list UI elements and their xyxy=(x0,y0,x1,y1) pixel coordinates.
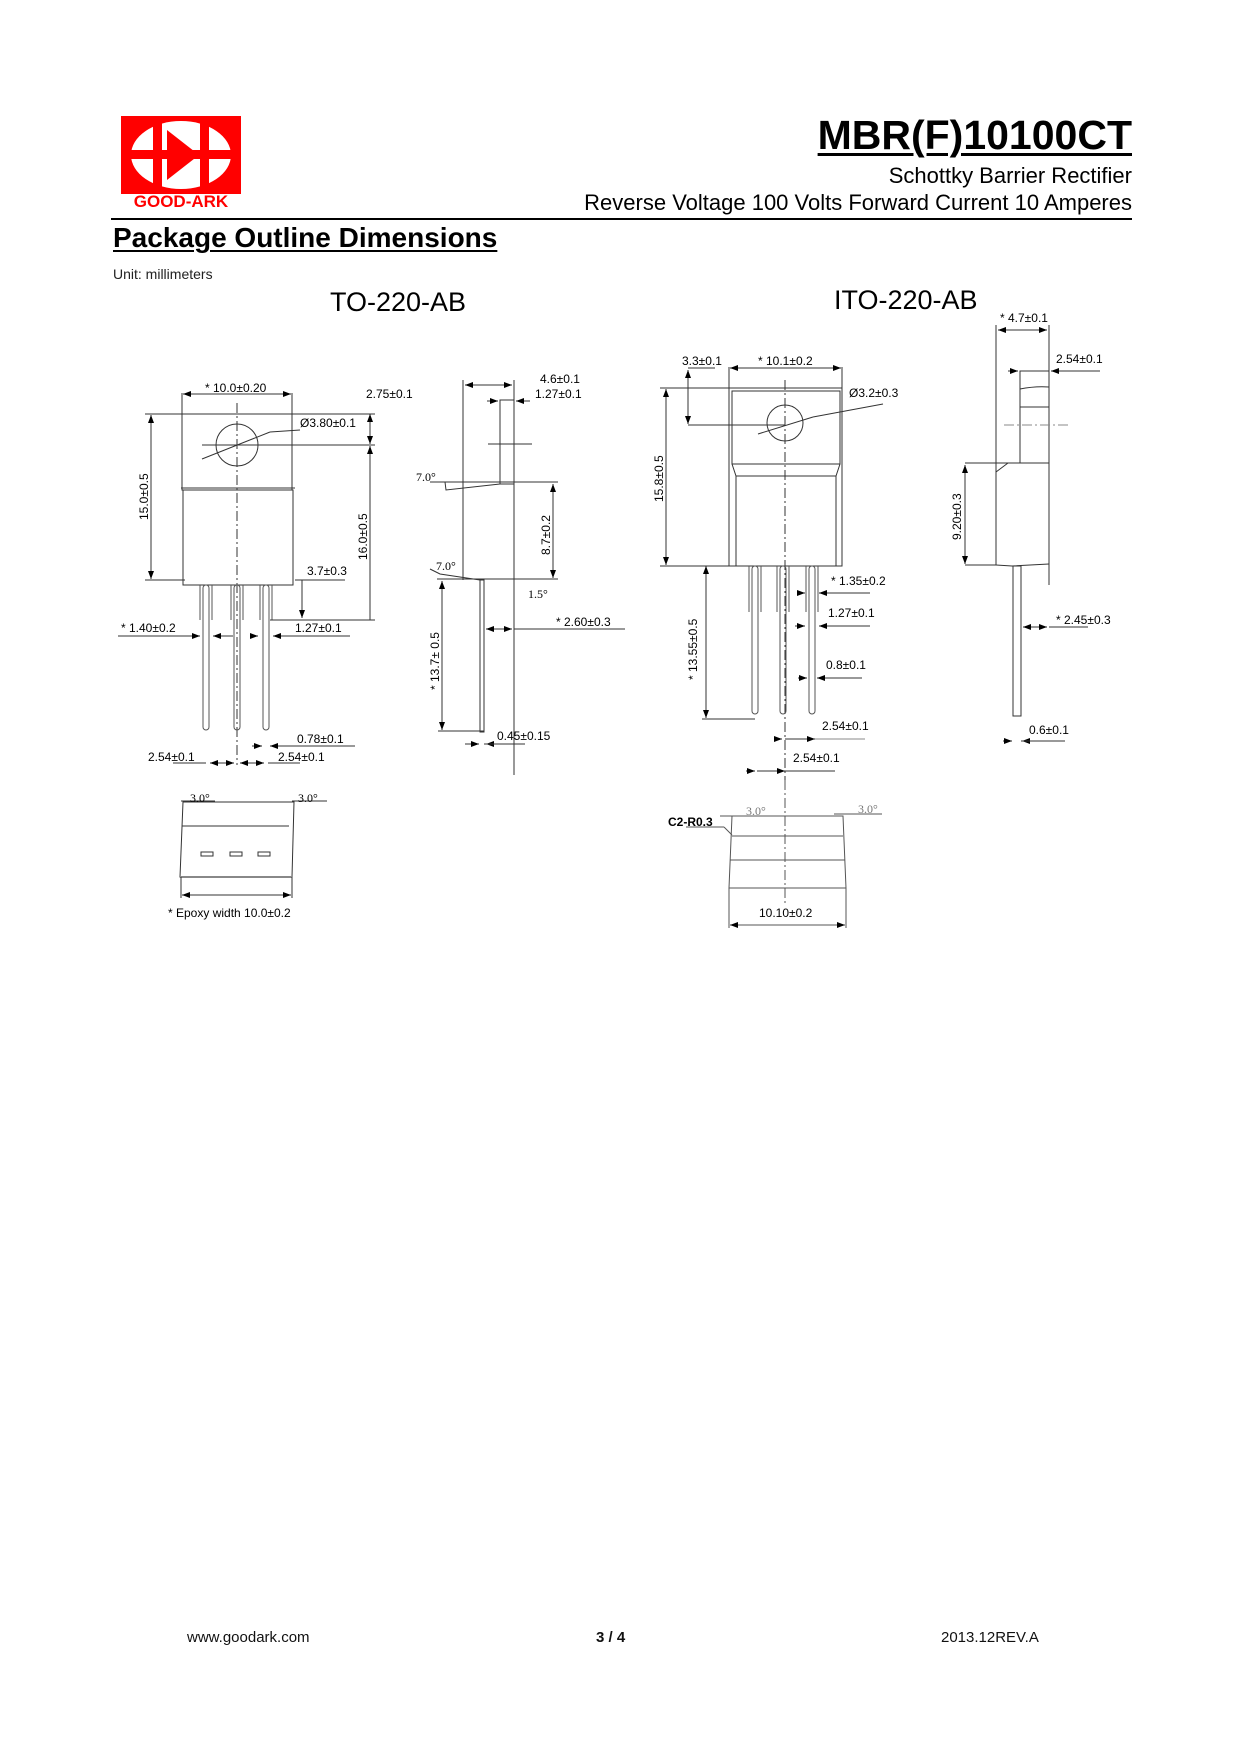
package-title-to220: TO-220-AB xyxy=(330,287,467,317)
svg-text:8.7±0.2: 8.7±0.2 xyxy=(539,515,553,555)
to220-bottom-dimension-labels xyxy=(168,791,318,920)
svg-text:3.0°: 3.0° xyxy=(190,791,210,805)
part-number-title: MBR(F)10100CT xyxy=(817,112,1132,158)
svg-text:* 1.40±0.2: * 1.40±0.2 xyxy=(121,621,176,635)
footer-revision: 2013.12REV.A xyxy=(941,1629,1039,1646)
svg-text:1.27±0.1: 1.27±0.1 xyxy=(535,387,582,401)
svg-text:9.20±0.3: 9.20±0.3 xyxy=(950,493,964,540)
svg-text:2.54±0.1: 2.54±0.1 xyxy=(793,751,840,765)
svg-text:7.0°: 7.0° xyxy=(416,470,436,484)
to220-side-view xyxy=(430,380,625,775)
svg-text:2.54±0.1: 2.54±0.1 xyxy=(148,750,195,764)
svg-text:15.0±0.5: 15.0±0.5 xyxy=(137,473,151,520)
unit-note: Unit: millimeters xyxy=(113,266,213,282)
svg-text:Ø3.2±0.3: Ø3.2±0.3 xyxy=(849,386,899,400)
svg-text:10.10±0.2: 10.10±0.2 xyxy=(759,906,813,920)
ito220-side-view xyxy=(965,325,1100,741)
svg-text:4.6±0.1: 4.6±0.1 xyxy=(540,372,580,386)
svg-text:16.0±0.5: 16.0±0.5 xyxy=(356,513,370,560)
to220-front-dimension-labels xyxy=(121,381,413,764)
svg-text:2.54±0.1: 2.54±0.1 xyxy=(1056,352,1103,366)
svg-text:* 10.1±0.2: * 10.1±0.2 xyxy=(758,354,813,368)
footer-website: www.goodark.com xyxy=(187,1629,310,1646)
ito220-front-dimension-labels xyxy=(652,354,899,765)
svg-text:0.6±0.1: 0.6±0.1 xyxy=(1029,723,1069,737)
svg-text:0.78±0.1: 0.78±0.1 xyxy=(297,732,344,746)
svg-text:0.45±0.15: 0.45±0.15 xyxy=(497,729,551,743)
ito220-side-dimension-labels xyxy=(950,311,1111,737)
svg-text:1.27±0.1: 1.27±0.1 xyxy=(828,606,875,620)
svg-text:2.75±0.1: 2.75±0.1 xyxy=(366,387,413,401)
svg-text:* 13.7± 0.5: * 13.7± 0.5 xyxy=(428,632,442,690)
device-rating: Reverse Voltage 100 Volts Forward Current 10 Amperes xyxy=(584,190,1132,215)
logo-text: GOOD-ARK xyxy=(133,192,229,211)
svg-text:2.54±0.1: 2.54±0.1 xyxy=(278,750,325,764)
svg-text:15.8±0.5: 15.8±0.5 xyxy=(652,455,666,502)
svg-text:* 1.35±0.2: * 1.35±0.2 xyxy=(831,574,886,588)
package-title-ito220: ITO-220-AB xyxy=(834,285,978,315)
svg-text:* 2.45±0.3: * 2.45±0.3 xyxy=(1056,613,1111,627)
svg-text:1.5°: 1.5° xyxy=(528,587,548,601)
footer-page-number: 3 / 4 xyxy=(596,1629,626,1646)
svg-text:3.0°: 3.0° xyxy=(298,791,318,805)
svg-text:* 10.0±0.20: * 10.0±0.20 xyxy=(205,381,267,395)
svg-text:3.7±0.3: 3.7±0.3 xyxy=(307,564,347,578)
svg-text:Ø3.80±0.1: Ø3.80±0.1 xyxy=(300,416,356,430)
to220-bottom-view xyxy=(180,801,327,898)
section-title: Package Outline Dimensions xyxy=(113,222,498,253)
to220-front-view xyxy=(118,393,375,765)
svg-text:* 2.60±0.3: * 2.60±0.3 xyxy=(556,615,611,629)
svg-text:* Epoxy width 10.0±0.2: * Epoxy width 10.0±0.2 xyxy=(168,906,291,920)
device-type: Schottky Barrier Rectifier xyxy=(888,163,1132,188)
svg-text:* 4.7±0.1: * 4.7±0.1 xyxy=(1000,311,1048,325)
svg-text:7.0°: 7.0° xyxy=(436,559,456,573)
svg-text:1.27±0.1: 1.27±0.1 xyxy=(295,621,342,635)
svg-text:3.0°: 3.0° xyxy=(858,802,878,816)
svg-text:3.3±0.1: 3.3±0.1 xyxy=(682,354,722,368)
svg-text:* 13.55±0.5: * 13.55±0.5 xyxy=(686,618,700,680)
to220-side-dimension-labels xyxy=(416,372,611,743)
svg-text:C2-R0.3: C2-R0.3 xyxy=(668,815,713,829)
svg-text:2.54±0.1: 2.54±0.1 xyxy=(822,719,869,733)
svg-text:0.8±0.1: 0.8±0.1 xyxy=(826,658,866,672)
svg-text:3.0°: 3.0° xyxy=(746,804,766,818)
